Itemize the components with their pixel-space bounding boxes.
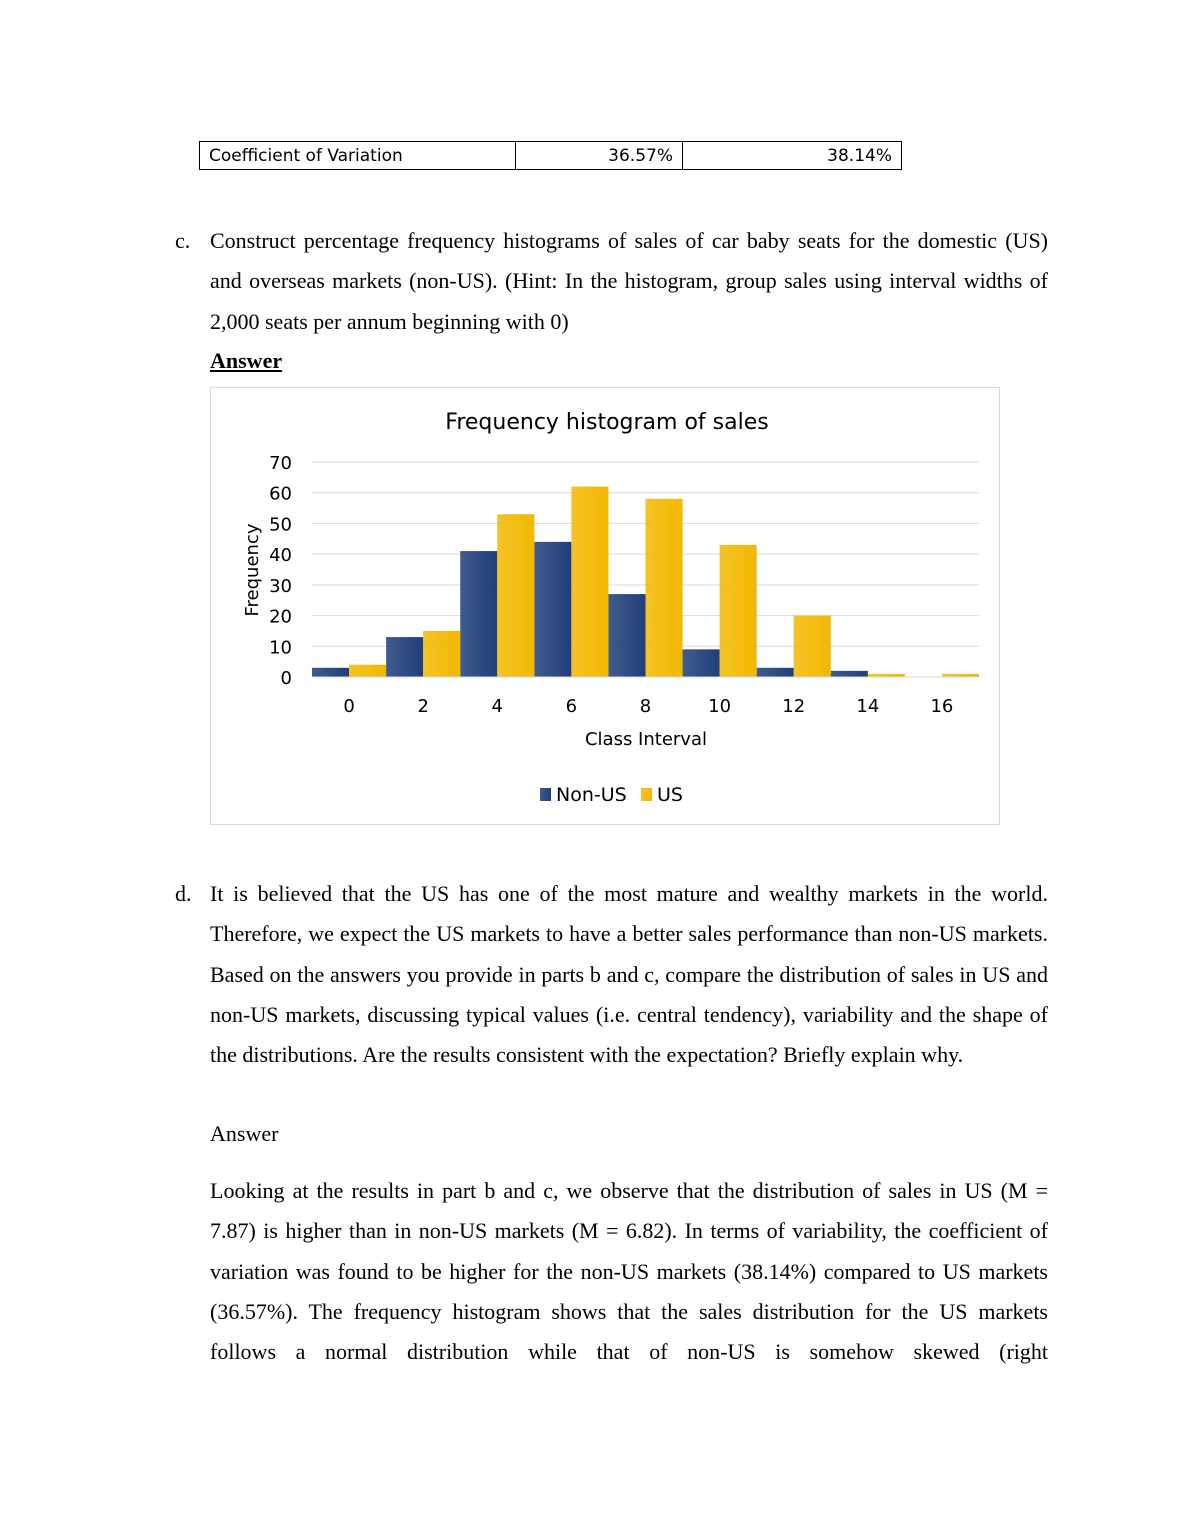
row-value-non-us: 38.14% — [827, 145, 892, 166]
y-axis-ticks — [269, 453, 292, 689]
x-tick-label: 4 — [491, 696, 504, 717]
x-tick-label: 0 — [343, 696, 355, 717]
bar-non-us-0 — [312, 668, 349, 677]
bar-non-us-6 — [534, 542, 571, 677]
bar-non-us-4 — [460, 551, 497, 677]
bar-us-8 — [646, 499, 683, 677]
legend-label-us: US — [657, 784, 683, 806]
part-c-marker: c. — [175, 228, 191, 253]
bar-non-us-8 — [608, 594, 645, 677]
y-tick-label: 50 — [269, 514, 292, 536]
y-tick-label: 70 — [269, 453, 292, 474]
bar-non-us-14 — [831, 671, 868, 677]
bars — [312, 487, 979, 677]
x-tick-label: 10 — [708, 696, 732, 717]
x-axis-label: Class Interval — [584, 729, 708, 750]
x-tick-label: 12 — [782, 696, 806, 717]
part-d-answer-heading: Answer — [210, 1121, 279, 1146]
y-tick-label: 10 — [269, 637, 292, 659]
x-tick-label: 6 — [565, 696, 578, 717]
row-label: Coefficient of Variation — [200, 142, 516, 169]
y-tick-label: 0 — [280, 668, 292, 689]
legend-swatch-us — [641, 788, 652, 801]
x-tick-label: 16 — [930, 696, 954, 717]
bar-us-6 — [571, 487, 608, 677]
y-axis-label: Frequency — [242, 523, 263, 617]
bar-us-2 — [423, 631, 460, 677]
x-tick-label: 2 — [417, 696, 429, 717]
part-d-marker: d. — [175, 881, 192, 906]
legend-swatch-non-us — [540, 788, 551, 801]
y-tick-label: 60 — [269, 483, 292, 505]
chart-legend — [540, 784, 683, 806]
part-c-answer-heading: Answer — [210, 348, 283, 373]
bar-us-12 — [794, 616, 831, 677]
part-d-question: It is believed that the US has one of the most mature and wealthy markets in the world. Therefore, we expect the US markets to have a better sales performance than non-US markets. Based on the answers you provide in parts b and c, compare the distribution of sales in US and non-US markets, discussing typical values (i.e. central tendency), variability and the shape of the distributions. Are the results consistent with the expectation? Briefly explain why. — [210, 881, 1048, 1068]
x-tick-label: 14 — [856, 696, 880, 717]
bar-non-us-10 — [683, 649, 720, 677]
bar-non-us-12 — [757, 668, 794, 677]
bar-us-0 — [349, 665, 386, 677]
row-value-us: 36.57% — [516, 142, 683, 169]
bar-us-10 — [720, 545, 757, 677]
y-tick-label: 40 — [269, 545, 292, 567]
legend-label-non-us: Non-US — [556, 784, 627, 806]
part-d-answer-text: Looking at the results in part b and c, we observe that the distribution of sales in US (M = 7.87) is higher than in non-US markets (M = 6.82). In terms of variability, the coefficient of variation was found to be higher for the non-US markets (38.14%) compared to US markets (36.57%). The frequency histogram shows that the sales distribution for the US markets follows a normal distribution while that of non-US is somehow skewed (right — [210, 1178, 1048, 1365]
part-c-question: Construct percentage frequency histograms of sales of car baby seats for the domestic (US) and overseas markets (non-US). (Hint: In the histogram, group sales using interval widths of 2,000 seats per annum beginning with 0) — [210, 228, 1048, 334]
x-axis-ticks — [343, 696, 953, 717]
bar-us-4 — [497, 514, 534, 677]
chart-canvas — [211, 388, 1001, 826]
x-tick-label: 8 — [639, 696, 652, 717]
chart-title: Frequency histogram of sales — [445, 410, 769, 435]
coefficient-table-row — [199, 141, 902, 170]
y-tick-label: 30 — [269, 575, 292, 597]
y-tick-label: 20 — [269, 606, 292, 628]
bar-non-us-2 — [386, 637, 423, 677]
frequency-histogram-chart — [210, 387, 1000, 825]
